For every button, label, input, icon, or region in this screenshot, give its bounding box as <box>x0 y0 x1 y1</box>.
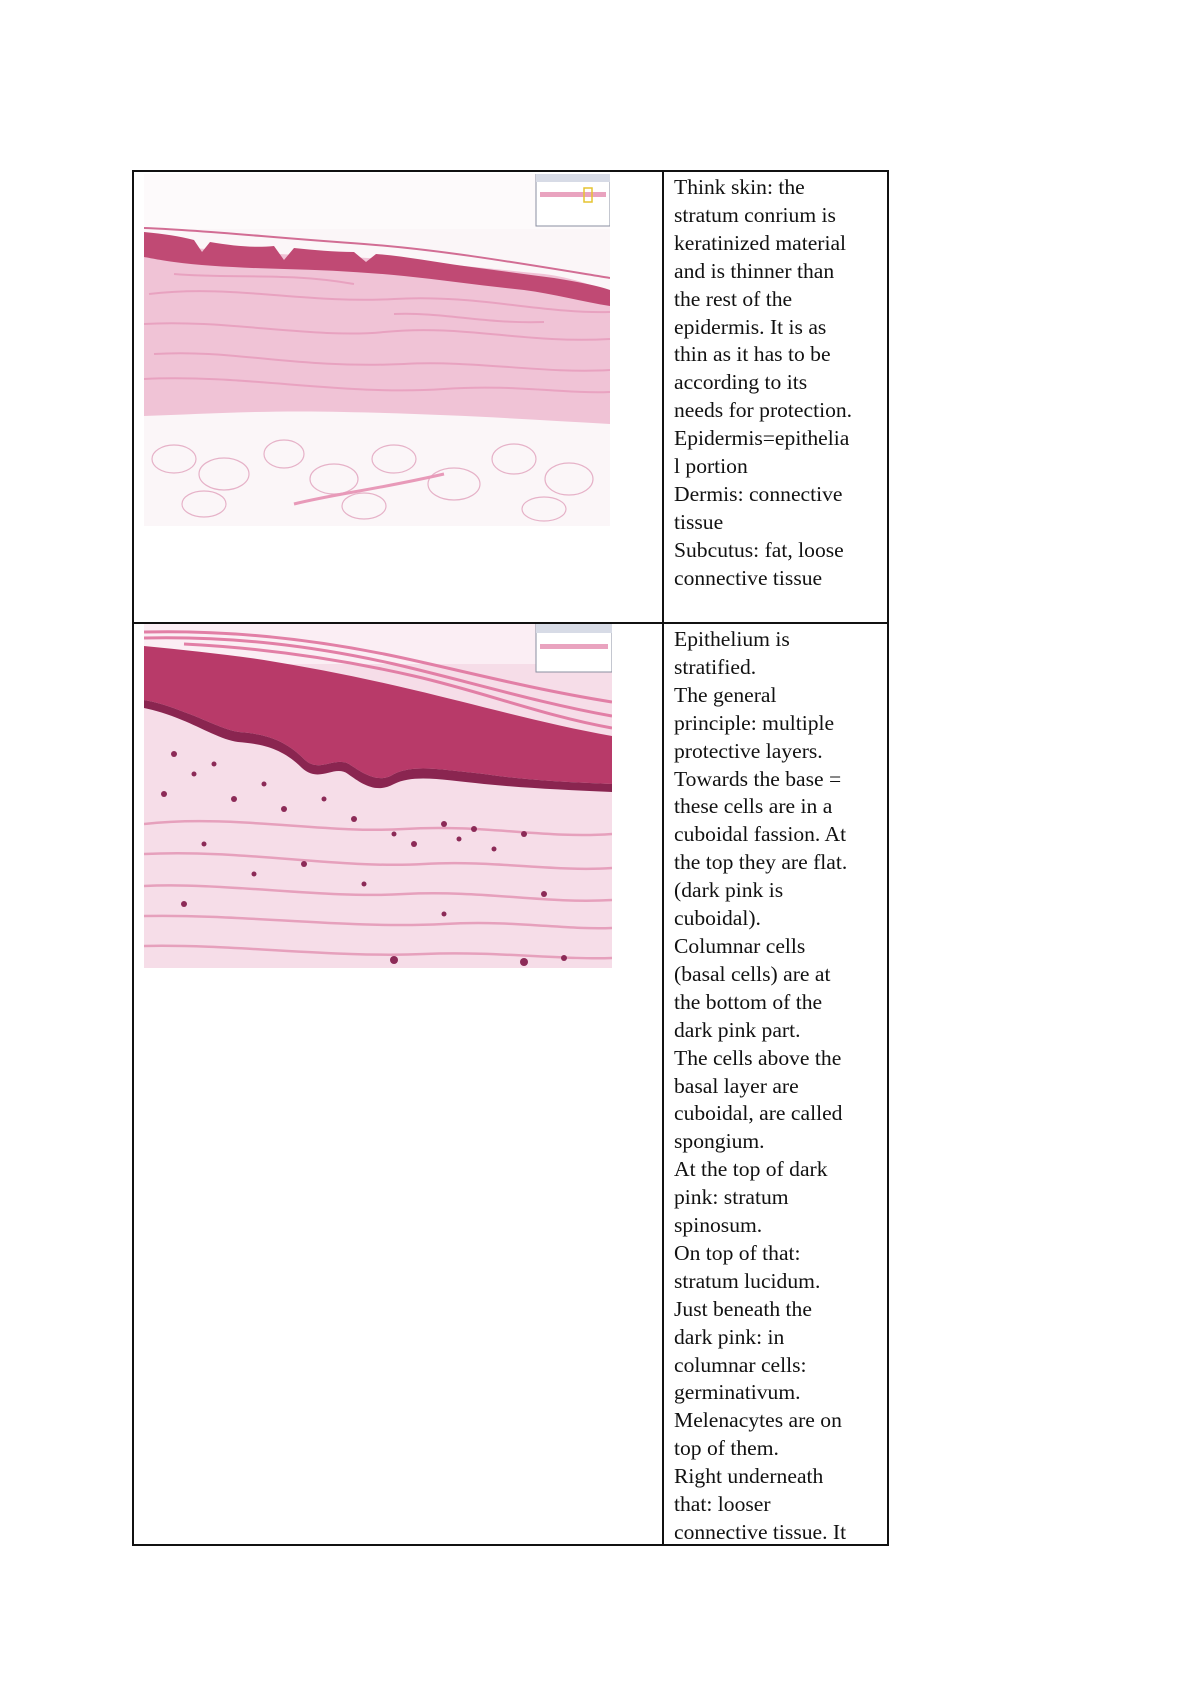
table-row <box>134 172 887 622</box>
text-line: epidermis. It is as <box>674 314 827 339</box>
table-row <box>134 622 887 1544</box>
text-line: keratinized material <box>674 230 847 255</box>
text-line: Think skin: the <box>674 175 805 199</box>
text-line: dark pink: in <box>674 1324 785 1349</box>
text-line: cuboidal). <box>674 906 761 931</box>
text-line: (dark pink is <box>674 878 784 903</box>
micrograph-image-1 <box>144 174 610 526</box>
text-line: The cells above the <box>674 1045 842 1070</box>
text-line: Dermis: connective <box>674 481 843 506</box>
text-line: dark pink part. <box>674 1017 801 1042</box>
text-line: Melenacytes are on <box>674 1408 842 1433</box>
text-line: the top they are flat. <box>674 850 848 875</box>
text-line: cuboidal, are called <box>674 1101 843 1126</box>
text-line: cuboidal fassion. At <box>674 822 847 847</box>
text-line: connective tissue. It <box>674 1520 847 1544</box>
epithelium-micrograph <box>144 624 612 968</box>
text-line: spongium. <box>674 1129 765 1154</box>
text-line: top of them. <box>674 1436 779 1461</box>
text-line: germinativum. <box>674 1380 801 1405</box>
row-2-notes <box>674 626 883 1547</box>
micrograph-image-2 <box>144 624 612 968</box>
text-line: and is thinner than <box>674 258 835 283</box>
text-line: according to its <box>674 370 808 395</box>
text-line: stratum lucidum. <box>674 1268 821 1293</box>
text-line: tissue <box>674 509 724 534</box>
text-line: stratified. <box>674 654 757 679</box>
text-line: The general <box>674 682 777 707</box>
text-line: Towards the base = <box>674 766 842 791</box>
text-line: needs for protection. <box>674 398 853 423</box>
text-line: Columnar cells <box>674 933 806 958</box>
text-line: Epithelium is <box>674 627 790 651</box>
text-line: Subcutus: fat, loose <box>674 537 844 562</box>
text-line: protective layers. <box>674 738 823 763</box>
row-1-notes <box>674 174 883 593</box>
text-line: l portion <box>674 454 748 479</box>
text-line: On top of that: <box>674 1240 801 1265</box>
text-line: Just beneath the <box>674 1296 812 1321</box>
text-line: the bottom of the <box>674 989 823 1014</box>
text-line: basal layer are <box>674 1073 799 1098</box>
text-line: At the top of dark <box>674 1157 828 1182</box>
text-line: connective tissue <box>674 565 823 590</box>
document-table <box>132 170 889 1546</box>
text-line: stratum conrium is <box>674 202 836 227</box>
text-line: the rest of the <box>674 286 793 311</box>
text-line: spinosum. <box>674 1213 763 1238</box>
navigator-inset <box>536 624 612 672</box>
text-line: Epidermis=epithelia <box>674 426 850 451</box>
navigator-inset <box>536 174 610 226</box>
text-line: pink: stratum <box>674 1185 789 1210</box>
text-line: Right underneath <box>674 1464 824 1489</box>
thin-skin-micrograph <box>144 174 610 526</box>
text-line: (basal cells) are at <box>674 961 831 986</box>
text-line: principle: multiple <box>674 710 835 735</box>
text-line: columnar cells: <box>674 1352 807 1377</box>
text-line: thin as it has to be <box>674 342 831 367</box>
text-line: that: looser <box>674 1492 771 1517</box>
text-line: these cells are in a <box>674 794 833 819</box>
